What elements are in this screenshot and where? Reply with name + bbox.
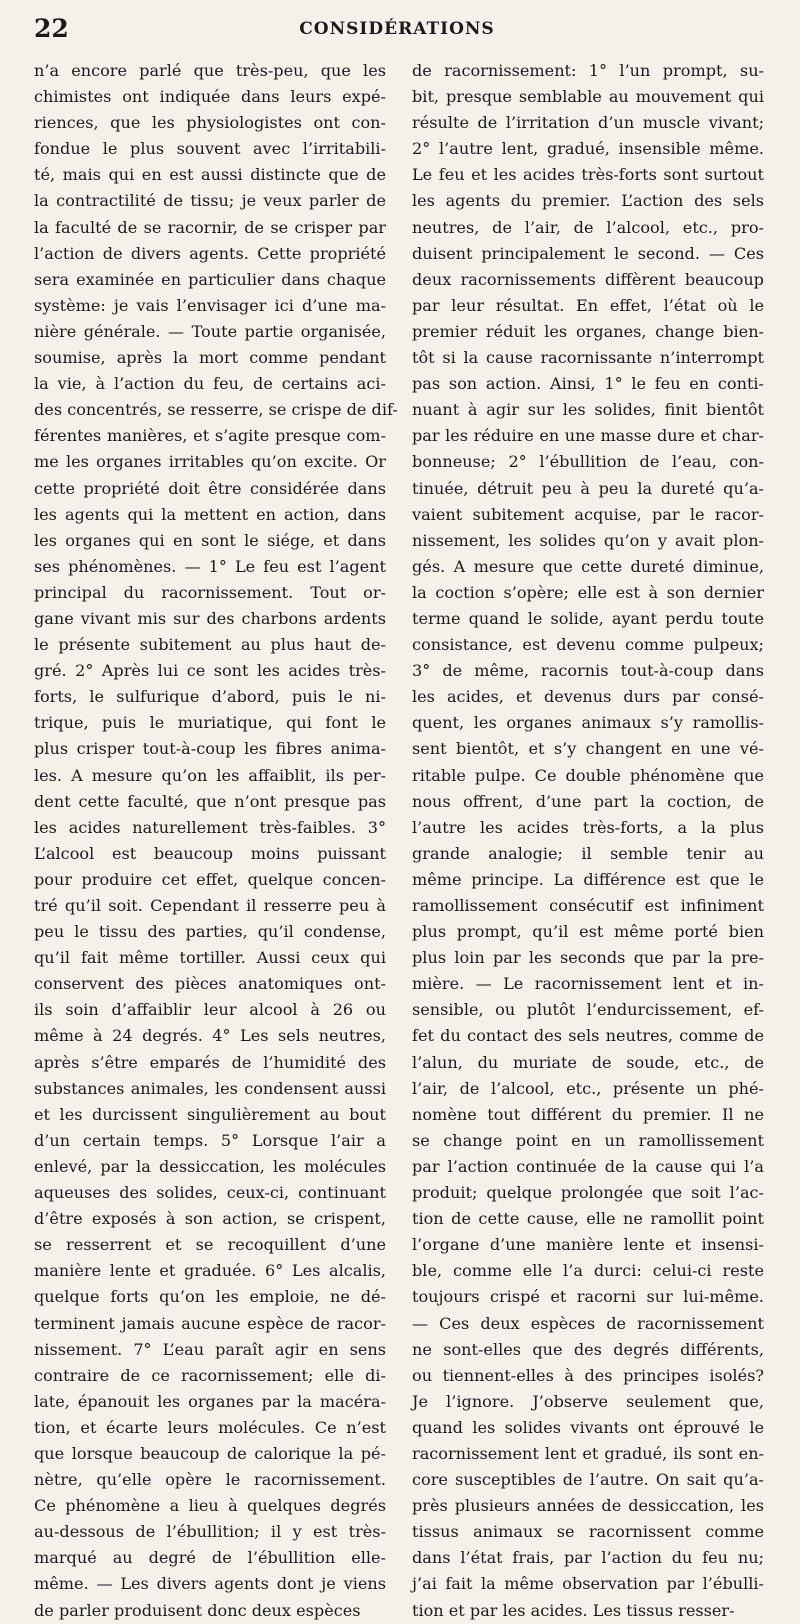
text-line: forts, le sulfurique d’abord, puis le ni- xyxy=(34,687,386,707)
text-line: les acides naturellement très-faibles. 3° xyxy=(34,817,386,837)
text-line: n’a encore parlé que très-peu, que les xyxy=(34,61,386,80)
text-line: aqueuses des solides, ceux-ci, continuant xyxy=(34,1183,386,1203)
text-line: par leur résultat. En effet, l’état où le xyxy=(412,295,764,315)
page-header xyxy=(34,14,760,54)
text-line: se change point en un ramollissement xyxy=(412,1130,764,1150)
text-line: quent, les organes animaux s’y ramollis- xyxy=(412,713,764,733)
text-line: late, épanouit les organes par la macéra- xyxy=(34,1391,386,1411)
text-line: gane vivant mis sur des charbons ardents xyxy=(34,608,386,628)
text-line: même principe. La différence est que le xyxy=(412,869,764,889)
text-line: près plusieurs années de dessiccation, les xyxy=(412,1496,764,1516)
text-line: tré qu’il soit. Cependant il resserre peu à xyxy=(34,896,386,915)
text-line: nous offrent, d’une part la coction, de xyxy=(412,791,764,811)
text-line: pour produire cet effet, quelque concen- xyxy=(34,869,386,889)
text-line: premier réduit les organes, change bien- xyxy=(412,321,764,341)
text-line: me les organes irritables qu’on excite. Or xyxy=(34,452,386,472)
text-line: ne sont-elles que des degrés différents, xyxy=(412,1339,764,1359)
text-line: la faculté de se racornir, de se crisper par xyxy=(34,217,386,237)
text-line: bit, presque semblable au mouvement qui xyxy=(412,87,764,107)
text-line: sera examinée en particulier dans chaque xyxy=(34,269,386,289)
text-line: fet du contact des sels neutres, comme de xyxy=(412,1026,764,1046)
text-line: enlevé, par la dessiccation, les molécules xyxy=(34,1156,386,1176)
text-line: tôt si la cause racornissante n’interrompt xyxy=(412,348,764,368)
text-line: des concentrés, se resserre, se crispe de dif- xyxy=(34,400,398,420)
text-line: même. — Les divers agents dont je viens xyxy=(34,1574,386,1594)
text-line: L’alcool est beaucoup moins puissant xyxy=(34,843,386,863)
text-line: les acides, et devenus durs par consé- xyxy=(412,687,764,707)
text-columns xyxy=(34,58,764,1624)
text-line: terme quand le solide, ayant perdu toute xyxy=(412,608,764,628)
text-line: Le feu et les acides très-forts sont surtout xyxy=(412,165,764,185)
text-line: bonneuse; 2° l’ébullition de l’eau, con- xyxy=(412,452,764,472)
text-line: tion, et écarte leurs molécules. Ce n’est xyxy=(34,1417,386,1437)
text-line: de racornissement: 1° l’un prompt, su- xyxy=(412,61,764,80)
text-line: système: je vais l’envisager ici d’une ma- xyxy=(34,295,386,315)
text-line: ils soin d’affaiblir leur alcool à 26 ou xyxy=(34,1000,386,1020)
text-line: dent cette faculté, que n’ont presque pas xyxy=(34,791,386,811)
text-line: vaient subitement acquise, par le racor- xyxy=(412,504,764,524)
text-line: de parler produisent donc deux espèces xyxy=(34,1600,361,1620)
text-line: nomène tout différent du premier. Il ne xyxy=(412,1104,764,1124)
text-line: ritable pulpe. Ce double phénomène que xyxy=(412,765,764,785)
text-line: nissement, les solides qu’on y avait plon- xyxy=(412,530,764,550)
text-line: la coction s’opère; elle est à son dernier xyxy=(412,582,764,602)
text-line: et les durcissent singulièrement au bout xyxy=(34,1104,386,1124)
text-line: la contractilité de tissu; je veux parler de xyxy=(34,191,386,211)
text-line: nètre, qu’elle opère le racornissement. xyxy=(34,1470,386,1490)
text-line: ses phénomènes. — 1° Le feu est l’agent xyxy=(34,556,386,576)
text-line: grande analogie; il semble tenir au xyxy=(412,843,764,863)
text-line: tissus animaux se racornissent comme xyxy=(412,1522,764,1542)
text-line: produit; quelque prolongée que soit l’ac- xyxy=(412,1183,764,1203)
text-line: l’air, de l’alcool, etc., présente un phé- xyxy=(412,1078,764,1098)
text-line: riences, que les physiologistes ont con- xyxy=(34,113,386,133)
text-line: ramollissement consécutif est infiniment xyxy=(412,896,764,915)
text-line: — Ces deux espèces de racornissement xyxy=(412,1313,764,1333)
text-line: ou tiennent-elles à des principes isolés? xyxy=(412,1365,764,1385)
text-line: même à 24 degrés. 4° Les sels neutres, xyxy=(34,1026,386,1046)
text-line: pas son action. Ainsi, 1° le feu en conti- xyxy=(412,374,764,394)
text-line: l’alun, du muriate de soude, etc., de xyxy=(412,1052,764,1072)
text-line: mière. — Le racornissement lent et in- xyxy=(412,974,764,994)
text-line: dans l’état frais, par l’action du feu nu; xyxy=(412,1548,764,1568)
text-line: les. A mesure qu’on les affaiblit, ils per- xyxy=(34,765,386,785)
text-line: tion et par les acides. Les tissus resser- xyxy=(412,1600,735,1620)
text-line: l’autre les acides très-forts, a la plus xyxy=(412,817,764,837)
text-line: au-dessous de l’ébullition; il y est très- xyxy=(34,1522,386,1542)
text-line: que lorsque beaucoup de calorique la pé- xyxy=(34,1443,386,1463)
text-line: plus prompt, qu’il est même porté bien xyxy=(412,922,764,942)
text-line: core susceptibles de l’autre. On sait qu’a- xyxy=(412,1470,764,1490)
text-line: duisent principalement le second. — Ces xyxy=(412,243,764,263)
text-line: nissement. 7° L’eau paraît agir en sens xyxy=(34,1339,386,1359)
text-line: par les réduire en une masse dure et char- xyxy=(412,426,764,446)
text-line: soumise, après la mort comme pendant xyxy=(34,348,386,368)
text-line: quelque forts qu’on les emploie, ne dé- xyxy=(34,1287,386,1307)
text-line: se resserrent et se recoquillent d’une xyxy=(34,1235,386,1255)
text-line: d’être exposés à son action, se crispent, xyxy=(34,1209,386,1229)
text-line: Je l’ignore. J’observe seulement que, xyxy=(412,1391,764,1411)
text-line: j’ai fait la même observation par l’ébulli- xyxy=(412,1574,764,1594)
text-line: neutres, de l’air, de l’alcool, etc., pro- xyxy=(412,217,764,237)
text-line: après s’être emparés de l’humidité des xyxy=(34,1052,386,1072)
text-line: manière lente et graduée. 6° Les alcalis, xyxy=(34,1261,386,1281)
text-line: deux racornissements diffèrent beaucoup xyxy=(412,269,764,289)
text-line: chimistes ont indiquée dans leurs expé- xyxy=(34,87,386,107)
text-line: 3° de même, racornis tout-à-coup dans xyxy=(412,661,764,681)
text-line: qu’il fait même tortiller. Aussi ceux qui xyxy=(34,948,386,968)
text-line: té, mais qui en est aussi distincte que de xyxy=(34,165,386,185)
text-line: par l’action continuée de la cause qui l’a xyxy=(412,1156,764,1176)
text-line: 2° l’autre lent, gradué, insensible même. xyxy=(412,139,764,159)
text-line: racornissement lent et gradué, ils sont en- xyxy=(412,1443,764,1463)
text-line: la vie, à l’action du feu, de certains aci- xyxy=(34,374,386,394)
text-line: peu le tissu des parties, qu’il condense, xyxy=(34,922,386,942)
text-line: les agents qui la mettent en action, dans xyxy=(34,504,386,524)
text-line: plus loin par les seconds que par la pre- xyxy=(412,948,764,968)
text-line: cette propriété doit être considérée dans xyxy=(34,478,386,498)
text-line: Ce phénomène a lieu à quelques degrés xyxy=(34,1496,386,1516)
text-line: principal du racornissement. Tout or- xyxy=(34,582,386,602)
text-line: plus crisper tout-à-coup les fibres anima- xyxy=(34,739,386,759)
text-line: toujours crispé et racorni sur lui-même. xyxy=(412,1287,764,1307)
text-line: tion de cette cause, elle ne ramollit point xyxy=(412,1209,764,1229)
text-line: les organes qui en sont le siége, et dans xyxy=(34,530,386,550)
text-line: substances animales, les condensent aussi xyxy=(34,1078,386,1098)
text-line: résulte de l’irritation d’un muscle vivant; xyxy=(412,113,764,133)
text-line: d’un certain temps. 5° Lorsque l’air a xyxy=(34,1130,386,1150)
right-column xyxy=(412,58,764,1624)
text-line: contraire de ce racornissement; elle di- xyxy=(34,1365,386,1385)
text-line: sent bientôt, et s’y changent en une vé- xyxy=(412,739,764,759)
text-line: ble, comme elle l’a durci: celui-ci reste xyxy=(412,1261,764,1281)
page-number: 22 xyxy=(34,14,69,43)
text-line: l’organe d’une manière lente et insensi- xyxy=(412,1235,764,1255)
text-line: férentes manières, et s’agite presque com- xyxy=(34,426,386,446)
text-line: consistance, est devenu comme pulpeux; xyxy=(412,635,764,655)
text-line: l’action de divers agents. Cette propriété xyxy=(34,243,386,263)
text-line: trique, puis le muriatique, qui font le xyxy=(34,713,386,733)
left-column xyxy=(34,58,398,1624)
text-line: gré. 2° Après lui ce sont les acides très- xyxy=(34,661,386,681)
text-line: gés. A mesure que cette dureté diminue, xyxy=(412,556,764,576)
text-line: quand les solides vivants ont éprouvé le xyxy=(412,1417,764,1437)
running-title: CONSIDÉRATIONS xyxy=(299,19,495,39)
text-line: les agents du premier. L’action des sels xyxy=(412,191,764,211)
text-line: marqué au degré de l’ébullition elle- xyxy=(34,1548,386,1568)
text-line: fondue le plus souvent avec l’irritabili- xyxy=(34,139,386,159)
text-line: conservent des pièces anatomiques ont- xyxy=(34,974,386,994)
text-line: sensible, ou plutôt l’endurcissement, ef- xyxy=(412,1000,764,1020)
text-line: nuant à agir sur les solides, finit bientôt xyxy=(412,400,764,420)
text-line: tinuée, détruit peu à peu la dureté qu’a- xyxy=(412,478,764,498)
text-line: terminent jamais aucune espèce de racor- xyxy=(34,1313,386,1333)
text-line: nière générale. — Toute partie organisée, xyxy=(34,321,386,341)
text-line: le présente subitement au plus haut de- xyxy=(34,635,386,655)
